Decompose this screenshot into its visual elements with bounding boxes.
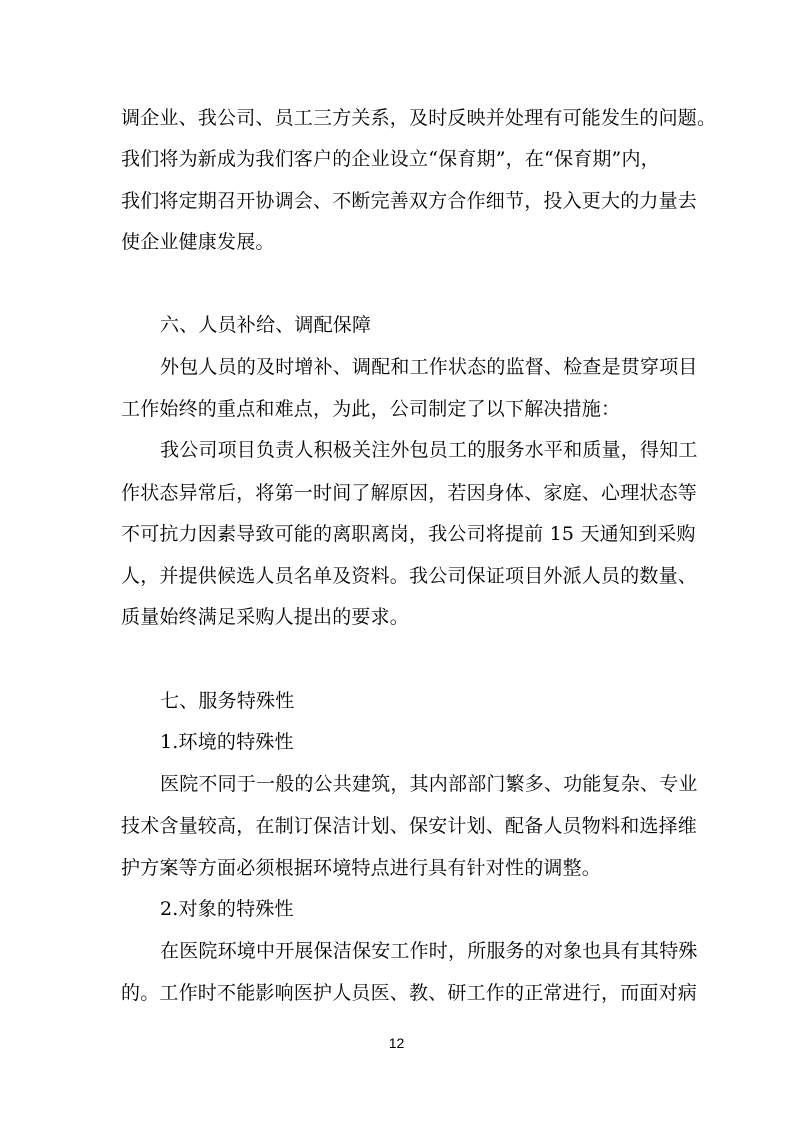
paragraph-line: 的。工作时不能影响医护人员医、教、研工作的正常进行，而面对病 [121, 982, 698, 1004]
page-number: 12 [388, 1035, 405, 1051]
subsection-heading: 1.环境的特殊性 [160, 731, 294, 753]
paragraph-line: 医院不同于一般的公共建筑，其内部部门繁多、功能复杂、专业 [160, 773, 698, 795]
section-heading: 六、人员补给、调配保障 [160, 314, 372, 336]
paragraph-line: 使企业健康发展。 [121, 231, 275, 253]
paragraph-line: 技术含量较高，在制订保洁计划、保安计划、配备人员物料和选择维 [121, 815, 698, 837]
paragraph-line: 护方案等方面必须根据环境特点进行具有针对性的调整。 [121, 857, 602, 879]
paragraph-line: 我公司项目负责人积极关注外包员工的服务水平和质量，得知工 [160, 439, 698, 461]
paragraph-line: 调企业、我公司、员工三方关系，及时反映并处理有可能发生的问题。 [121, 107, 717, 129]
paragraph-line: 人，并提供候选人员名单及资料。我公司保证项目外派人员的数量、 [121, 565, 698, 587]
paragraph-line: 不可抗力因素导致可能的离职离岗，我公司将提前 15 天通知到采购 [121, 523, 696, 545]
paragraph-line: 我们将定期召开协调会、不断完善双方合作细节，投入更大的力量去 [121, 190, 698, 212]
subsection-heading: 2.对象的特殊性 [160, 898, 294, 920]
paragraph-line: 质量始终满足采购人提出的要求。 [121, 606, 410, 628]
paragraph-line: 作状态异常后，将第一时间了解原因，若因身体、家庭、心理状态等 [121, 482, 698, 504]
paragraph-line: 在医院环境中开展保洁保安工作时，所服务的对象也具有其特殊 [160, 940, 698, 962]
section-heading: 七、服务特殊性 [160, 690, 295, 712]
paragraph-line: 我们将为新成为我们客户的企业设立“保育期”，在“保育期”内， [121, 148, 660, 170]
paragraph-line: 外包人员的及时增补、调配和工作状态的监督、检查是贯穿项目 [160, 356, 698, 378]
paragraph-line: 工作始终的重点和难点，为此，公司制定了以下解决措施： [121, 398, 621, 420]
